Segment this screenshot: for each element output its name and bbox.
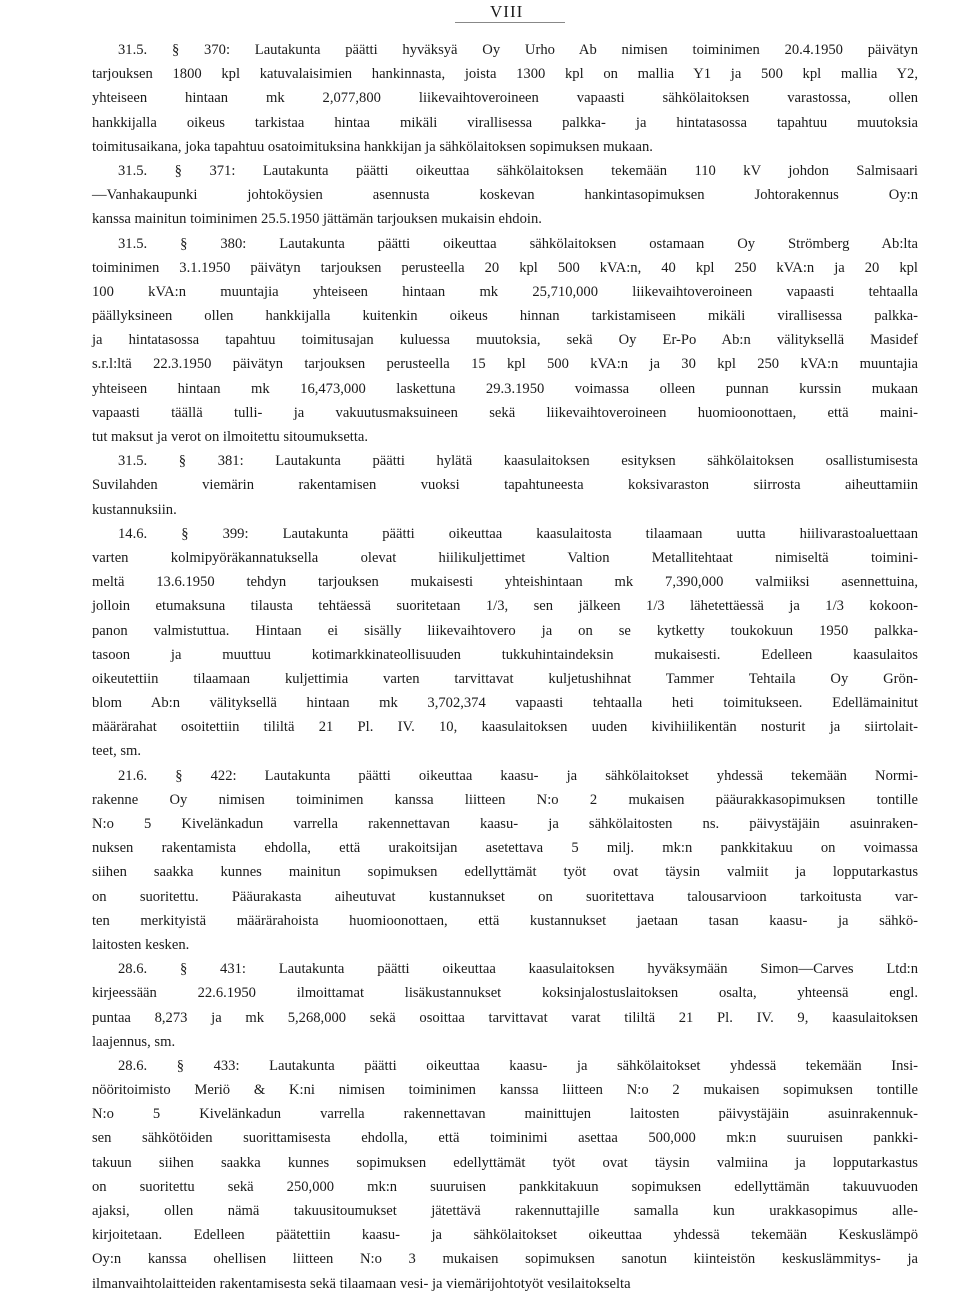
paragraph xyxy=(92,38,918,159)
text-line: 28.6. § 433: Lautakunta päätti oikeuttaa kaasu- ja sähkölaitokset yhdessä tekemään Insi- xyxy=(118,1057,918,1074)
text-line: tut maksut ja verot on ilmoitettu sitoumuksetta. xyxy=(92,429,369,445)
paragraph xyxy=(92,957,918,1054)
text-line: nööritoimisto Meriö & K:ni nimisen toiminimen kanssa liitteen N:o 2 mukaisen sopimuksen tontille xyxy=(92,1082,918,1099)
paragraph xyxy=(92,232,918,450)
text-line: N:o 5 Kivelänkadun varrella rakennettavan mainittujen laitosten päivystäjäin asuinrakennuk- xyxy=(92,1106,918,1123)
text-line: N:o 5 Kivelänkadun varrella rakennettavan kaasu- ja sähkölaitosten ns. päivystäjäin asuinraken- xyxy=(92,816,918,832)
text-line: hankkijalla oikeus tarkistaa hintaa mikäli virallisessa palkka- ja hintatasossa tapahtuu muutoksia xyxy=(92,114,918,131)
text-line: jolloin etumaksuna tilausta tehtäessä suoritetaan 1/3, sen jälkeen 1/3 lähetettäessä ja 1/3 kokoon- xyxy=(92,598,918,615)
text-line: 31.5. § 381: Lautakunta päätti hylätä kaasulaitoksen esityksen sähkölaitoksen osallistumisesta xyxy=(118,453,918,470)
text-line: kirjeessään 22.6.1950 ilmoittamat lisäkustannukset koksinjalostuslaitoksen osalta, yhteensä engl. xyxy=(92,985,918,1002)
text-line: rakenne Oy nimisen toiminimen kanssa liitteen N:o 2 mukaisen pääurakkasopimuksen tontille xyxy=(92,791,918,808)
text-line: kustannuksiin. xyxy=(92,501,177,518)
text-line: kirjoitetaan. Edelleen päätettiin kaasu- ja sähkölaitokset oikeuttaa yhdessä tekemään Keskuslämpö xyxy=(92,1227,918,1244)
text-line: 14.6. § 399: Lautakunta päätti oikeuttaa kaasulaitosta tilaamaan uutta hiilivarastoaluettaan xyxy=(118,525,918,542)
text-line: 28.6. § 431: Lautakunta päätti oikeuttaa kaasulaitoksen hyväksymään Simon—Carves Ltd:n xyxy=(118,961,918,978)
text-line: ajaksi, ollen nämä takuusitoumukset jätettävä rakennuttajille samalla kun urakkasopimus alle- xyxy=(92,1203,918,1219)
paragraph xyxy=(92,1054,918,1296)
text-line: sen sähkötöiden suorittamisesta ehdolla, että toiminimi asettaa 500,000 mk:n suuruisen pankki- xyxy=(92,1130,918,1147)
text-line: on suoritettu sekä 250,000 mk:n suuruisen pankkitakuun sopimuksen edellyttämän takuuvuoden xyxy=(92,1178,918,1195)
text-line: 21.6. § 422: Lautakunta päätti oikeuttaa kaasu- ja sähkölaitokset yhdessä tekemään Normi- xyxy=(118,767,918,784)
paragraph xyxy=(92,159,918,232)
text-line: ja hintatasossa tapahtuu toimitusajan kuluessa muutoksia, sekä Oy Er-Po Ab:n välityksellä Masidef xyxy=(92,332,918,349)
page-number: VIII xyxy=(490,2,524,21)
text-line: Suvilahden viemärin rakentamisen vuoksi tapahtuneesta koksivaraston siirrosta aiheuttamiin xyxy=(92,477,918,494)
text-line: siihen saakka kunnes mainitun sopimuksen edellyttämät työt ovat täysin valmiit ja lopputarkastus xyxy=(92,864,918,881)
text-line: vapaasti täällä tulli- ja vakuutusmaksuineen sekä liikevaihtoveroineen huomioonottaen, että maini- xyxy=(92,404,918,421)
text-line: meltä 13.6.1950 tehdyn tarjouksen mukaisesti yhteishintaan mk 7,390,000 valmiiksi asennettuina, xyxy=(92,574,918,591)
text-line: yhteiseen hintaan mk 16,473,000 laskettuna 29.3.1950 voimassa olleen punnan kurssin mukaan xyxy=(92,380,918,397)
text-line: blom Ab:n välityksellä hintaan mk 3,702,374 vapaasti tehtaalla heti toimitukseen. Edellämainitut xyxy=(92,695,918,712)
text-line: laajennus, sm. xyxy=(92,1033,176,1050)
text-line: 31.5. § 370: Lautakunta päätti hyväksyä Oy Urho Ab nimisen toiminimen 20.4.1950 päivätyn xyxy=(118,42,918,58)
text-line: kanssa mainitun toiminimen 25.5.1950 jättämän tarjouksen mukaisin ehdoin. xyxy=(92,211,542,228)
text-line: puntaa 8,273 ja mk 5,268,000 sekä osoittaa tarvittavat varat tililtä 21 Pl. IV. 9, kaasulaitoksen xyxy=(92,1009,918,1026)
document-body xyxy=(92,38,918,1296)
text-line: on suoritettu. Pääurakasta aiheutuvat kustannukset on suoritettava talousarvioon tarkoitusta var- xyxy=(92,888,918,905)
text-line: panon valmistuttua. Hintaan ei sisälly liikevaihtovero ja on se kytketty toukokuun 1950 palkka- xyxy=(92,622,918,639)
text-line: 31.5. § 380: Lautakunta päätti oikeuttaa sähkölaitoksen ostamaan Oy Strömberg Ab:lta xyxy=(118,235,918,252)
text-line: 31.5. § 371: Lautakunta päätti oikeuttaa sähkölaitoksen tekemään 110 kV johdon Salmisaari xyxy=(118,162,918,179)
text-line: yhteiseen hintaan mk 2,077,800 liikevaihtoveroineen vapaasti sähkölaitoksen varastossa, ollen xyxy=(92,90,918,107)
paragraph xyxy=(92,449,918,522)
text-line: takuun siihen saakka kunnes sopimuksen edellyttämät työt ovat täysin valmiina ja lopputarkastus xyxy=(92,1154,918,1171)
text-line: toimitusaikana, joka tapahtuu osatoimituksina hankkijan ja sähkölaitoksen sopimuksen mukaan. xyxy=(92,138,653,155)
text-line: 100 kVA:n muuntajia yhteiseen hintaan mk 25,710,000 liikevaihtoveroineen vapaasti tehtaalla xyxy=(92,283,918,300)
text-line: —Vanhakaupunki johtoköysien asennusta koskevan hankintasopimuksen Johtorakennus Oy:n xyxy=(92,187,918,204)
text-line: s.r.l:ltä 22.3.1950 päivätyn tarjouksen perusteella 15 kpl 500 kVA:n ja 30 kpl 250 kVA:n muuntajia xyxy=(92,356,918,373)
text-line: toiminimen 3.1.1950 päivätyn tarjouksen perusteella 20 kpl 500 kVA:n, 40 kpl 250 kVA:n ja 20 kpl xyxy=(92,259,918,276)
text-line: tasoon ja muuttuu kotimarkkinateollisuuden tukkuhintaindeksin mukaisesti. Edelleen kaasulaitos xyxy=(92,646,918,663)
text-line: laitosten kesken. xyxy=(92,936,190,953)
text-line: ilmanvaihtolaitteiden rakentamisesta sekä tilaamaan vesi- ja viemärijohtotyöt vesilaitokselta xyxy=(92,1275,631,1292)
text-line: teet, sm. xyxy=(92,743,142,760)
text-line: päällyksineen ollen hankkijalla kuitenkin oikeus hinnan tarkistamiseen mikäli virallisessa palkka- xyxy=(92,308,918,325)
text-line: ten merkityistä määrärahoista huomioonottaen, että kustannukset jaetaan tasan kaasu- ja sähkö- xyxy=(92,912,918,929)
text-line: oikeutettiin tilaamaan kuljettimia varten tarvittavat kuljetushihnat Tammer Tehtaila Oy Grön- xyxy=(92,670,918,687)
text-line: varten kolmipyöräkannatuksella olevat hiilikuljettimet Valtion Metallitehtaat nimiseltä toimini- xyxy=(92,549,918,566)
text-line: määrärahat osoitettiin tililtä 21 Pl. IV. 10, kaasulaitoksen uuden kivihiilikentän nosturit ja siirtolait- xyxy=(92,719,918,736)
text-line: tarjouksen 1800 kpl katuvalaisimien hankinnasta, joista 1300 kpl on mallia Y1 ja 500 kpl mallia Y2, xyxy=(92,66,918,83)
text-line: nuksen rakentamista ehdolla, että urakoitsijan asetettava 5 milj. mk:n pankkitakuu on voimassa xyxy=(92,840,918,857)
header-rule xyxy=(455,22,565,23)
paragraph xyxy=(92,764,918,958)
paragraph xyxy=(92,522,918,764)
page-header xyxy=(0,0,960,30)
text-line: Oy:n kanssa ohellisen liitteen N:o 3 mukaisen sopimuksen sanotun kiinteistön keskuslämmitys- ja xyxy=(92,1251,918,1268)
